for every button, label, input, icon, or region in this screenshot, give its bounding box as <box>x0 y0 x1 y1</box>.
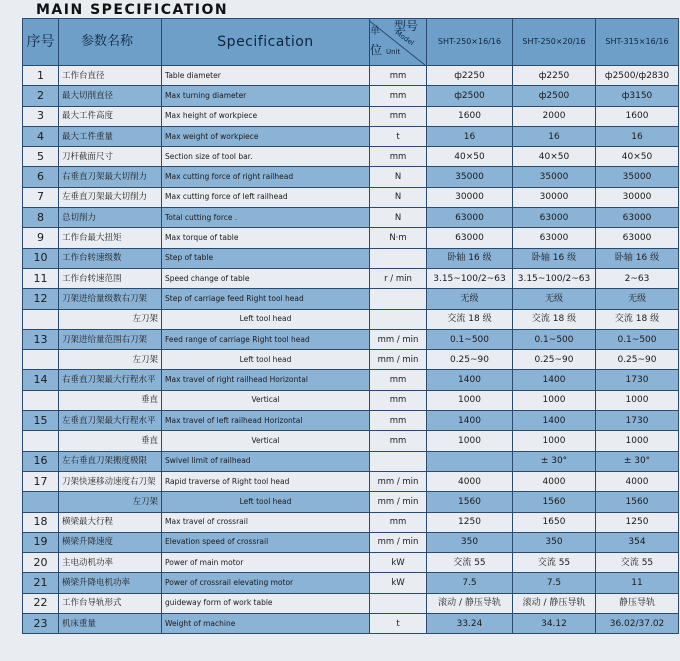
value-model-1: 1000 <box>427 431 513 451</box>
param-name-cn: 最大工件高度 <box>59 106 162 126</box>
param-name-cn: 工作台导轨形式 <box>59 593 162 613</box>
row-number <box>23 492 59 512</box>
header-model-cn: 型号 <box>393 19 418 33</box>
param-name-cn: 工作台直径 <box>59 66 162 86</box>
value-model-2: 34.12 <box>513 614 596 634</box>
param-name-en: Max travel of left railhead Horizontal <box>162 411 370 431</box>
value-model-1: 33.24 <box>427 614 513 634</box>
param-name-en: Power of crossrail elevating motor <box>162 573 370 593</box>
param-name-cn: 工作台转速范围 <box>59 268 162 288</box>
unit-cell <box>370 309 427 329</box>
value-model-1: 0.1~500 <box>427 329 513 349</box>
unit-cell <box>370 593 427 613</box>
value-model-1: 无级 <box>427 289 513 309</box>
param-name-en: Vertical <box>162 390 370 410</box>
param-name-en: Max turning diameter <box>162 86 370 106</box>
table-row <box>23 532 679 552</box>
value-model-2: 63000 <box>513 208 596 228</box>
value-model-2: ф2500 <box>513 86 596 106</box>
param-name-en: Total cutting force . <box>162 208 370 228</box>
value-model-2: 16 <box>513 126 596 146</box>
param-name-cn: 刀架进给量范围右刀架 <box>59 329 162 349</box>
value-model-2: 2000 <box>513 106 596 126</box>
value-model-2: 1400 <box>513 370 596 390</box>
table-row <box>23 126 679 146</box>
header-no: 序号 <box>23 19 59 66</box>
param-name-cn: 左刀架 <box>59 350 162 370</box>
param-name-en: Step of table <box>162 248 370 268</box>
value-model-2: 交流 55 <box>513 553 596 573</box>
param-name-cn: 刀架进给量级数右刀架 <box>59 289 162 309</box>
header-model-3: SHT-315×16/16 <box>596 19 679 66</box>
value-model-3: 36.02/37.02 <box>596 614 679 634</box>
value-model-3: 2~63 <box>596 268 679 288</box>
table-row <box>23 167 679 187</box>
value-model-3: 16 <box>596 126 679 146</box>
value-model-1: 1250 <box>427 512 513 532</box>
unit-cell: mm <box>370 512 427 532</box>
value-model-2: 3.15~100/2~63 <box>513 268 596 288</box>
unit-cell: kW <box>370 573 427 593</box>
param-name-cn: 工作台转速级数 <box>59 248 162 268</box>
value-model-2: 无级 <box>513 289 596 309</box>
param-name-cn: 横梁最大行程 <box>59 512 162 532</box>
value-model-1: 30000 <box>427 187 513 207</box>
row-number: 16 <box>23 451 59 471</box>
param-name-en: Section size of tool bar. <box>162 147 370 167</box>
value-model-2: 交流 18 级 <box>513 309 596 329</box>
param-name-cn: 左刀架 <box>59 309 162 329</box>
param-name-cn: 最大工件重量 <box>59 126 162 146</box>
table-row <box>23 268 679 288</box>
value-model-1: 1560 <box>427 492 513 512</box>
param-name-en: Rapid traverse of Right tool head <box>162 471 370 491</box>
row-number: 6 <box>23 167 59 187</box>
value-model-3: 0.25~90 <box>596 350 679 370</box>
unit-cell: N <box>370 167 427 187</box>
row-number <box>23 431 59 451</box>
header-model-1: SHT-250×16/16 <box>427 19 513 66</box>
row-number: 9 <box>23 228 59 248</box>
param-name-en: Vertical <box>162 431 370 451</box>
param-name-en: Power of main motor <box>162 553 370 573</box>
param-name-en: Elevation speed of crossrail <box>162 532 370 552</box>
param-name-cn: 总切削力 <box>59 208 162 228</box>
value-model-1: 7.5 <box>427 573 513 593</box>
unit-cell: mm <box>370 431 427 451</box>
value-model-2: 63000 <box>513 228 596 248</box>
unit-cell: mm <box>370 66 427 86</box>
header-row <box>23 19 679 66</box>
row-number: 13 <box>23 329 59 349</box>
header-unit-en: Unit <box>386 48 401 56</box>
param-name-en: Max travel of crossrail <box>162 512 370 532</box>
table-row <box>23 66 679 86</box>
value-model-2: 0.25~90 <box>513 350 596 370</box>
value-model-1: 35000 <box>427 167 513 187</box>
row-number <box>23 390 59 410</box>
value-model-2: 1000 <box>513 390 596 410</box>
unit-cell: mm / min <box>370 350 427 370</box>
value-model-1: 0.25~90 <box>427 350 513 370</box>
value-model-3: ф3150 <box>596 86 679 106</box>
param-name-cn: 横梁升降电机功率 <box>59 573 162 593</box>
value-model-3: 无级 <box>596 289 679 309</box>
table-subrow <box>23 390 679 410</box>
row-number: 17 <box>23 471 59 491</box>
value-model-3: 1250 <box>596 512 679 532</box>
param-name-en: guideway form of work table <box>162 593 370 613</box>
row-number: 7 <box>23 187 59 207</box>
value-model-2: 滚动 / 静压导轨 <box>513 593 596 613</box>
value-model-3: 1730 <box>596 411 679 431</box>
row-number: 23 <box>23 614 59 634</box>
value-model-2: 35000 <box>513 167 596 187</box>
unit-cell: mm <box>370 106 427 126</box>
unit-cell: mm <box>370 390 427 410</box>
value-model-3: 1000 <box>596 390 679 410</box>
table-row <box>23 187 679 207</box>
value-model-1: 交流 55 <box>427 553 513 573</box>
unit-cell: mm <box>370 411 427 431</box>
row-number: 15 <box>23 411 59 431</box>
value-model-1: 350 <box>427 532 513 552</box>
header-model-en: Model <box>393 28 416 48</box>
row-number: 14 <box>23 370 59 390</box>
header-unit-cn-2: 位 <box>370 43 383 57</box>
param-name-cn: 垂直 <box>59 390 162 410</box>
value-model-1: 63000 <box>427 228 513 248</box>
value-model-1: 1400 <box>427 370 513 390</box>
param-name-en: Step of carriage feed Right tool head <box>162 289 370 309</box>
param-name-cn: 最大切削直径 <box>59 86 162 106</box>
value-model-3: 交流 55 <box>596 553 679 573</box>
value-model-1 <box>427 451 513 471</box>
param-name-cn: 刀杆截面尺寸 <box>59 147 162 167</box>
value-model-3: 35000 <box>596 167 679 187</box>
row-number: 19 <box>23 532 59 552</box>
table-row <box>23 614 679 634</box>
value-model-3: 1600 <box>596 106 679 126</box>
row-number: 22 <box>23 593 59 613</box>
row-number: 18 <box>23 512 59 532</box>
spec-table <box>22 18 679 634</box>
table-subrow <box>23 350 679 370</box>
param-name-en: Max height of workpiece <box>162 106 370 126</box>
page-title: MAIN SPECIFICATION <box>36 2 229 18</box>
value-model-1: 1600 <box>427 106 513 126</box>
value-model-2: 40×50 <box>513 147 596 167</box>
row-number: 5 <box>23 147 59 167</box>
table-row <box>23 553 679 573</box>
param-name-cn: 主电动机功率 <box>59 553 162 573</box>
table-subrow <box>23 431 679 451</box>
unit-cell: N <box>370 208 427 228</box>
header-param: 参数名称 <box>59 19 162 66</box>
value-model-1: 1400 <box>427 411 513 431</box>
value-model-2: 7.5 <box>513 573 596 593</box>
param-name-cn: 刀架快速移动速度右刀架 <box>59 471 162 491</box>
value-model-3: 静压导轨 <box>596 593 679 613</box>
param-name-en: Left tool head <box>162 350 370 370</box>
value-model-1: 40×50 <box>427 147 513 167</box>
value-model-3: 1560 <box>596 492 679 512</box>
value-model-3: 354 <box>596 532 679 552</box>
value-model-3: ± 30° <box>596 451 679 471</box>
row-number: 2 <box>23 86 59 106</box>
value-model-3: 63000 <box>596 228 679 248</box>
value-model-3: 40×50 <box>596 147 679 167</box>
param-name-en: Table diameter <box>162 66 370 86</box>
value-model-2: ф2250 <box>513 66 596 86</box>
row-number: 3 <box>23 106 59 126</box>
table-row <box>23 370 679 390</box>
unit-cell: mm <box>370 86 427 106</box>
unit-cell: kW <box>370 553 427 573</box>
table-row <box>23 471 679 491</box>
param-name-en: Left tool head <box>162 492 370 512</box>
header-unit-cn-1: 单 <box>370 26 380 37</box>
value-model-2: 卧轴 16 级 <box>513 248 596 268</box>
row-number: 11 <box>23 268 59 288</box>
value-model-1: 4000 <box>427 471 513 491</box>
table-row <box>23 228 679 248</box>
unit-cell: r / min <box>370 268 427 288</box>
param-name-cn: 左刀架 <box>59 492 162 512</box>
param-name-cn: 横梁升降速度 <box>59 532 162 552</box>
param-name-cn: 左垂直刀架最大切削力 <box>59 187 162 207</box>
row-number: 1 <box>23 66 59 86</box>
value-model-2: 0.1~500 <box>513 329 596 349</box>
value-model-3: 4000 <box>596 471 679 491</box>
unit-cell: t <box>370 126 427 146</box>
table-row <box>23 208 679 228</box>
value-model-2: 1650 <box>513 512 596 532</box>
row-number: 12 <box>23 289 59 309</box>
value-model-3: 1730 <box>596 370 679 390</box>
header-spec: Specification <box>162 19 370 66</box>
unit-cell: t <box>370 614 427 634</box>
value-model-1: 63000 <box>427 208 513 228</box>
param-name-en: Max cutting force of right railhead <box>162 167 370 187</box>
table-row <box>23 573 679 593</box>
table-row <box>23 593 679 613</box>
unit-cell: mm <box>370 147 427 167</box>
value-model-3: 0.1~500 <box>596 329 679 349</box>
unit-cell: mm / min <box>370 532 427 552</box>
table-row <box>23 147 679 167</box>
param-name-en: Weight of machine <box>162 614 370 634</box>
param-name-cn: 右垂直刀架最大行程水平 <box>59 370 162 390</box>
value-model-1: 交流 18 级 <box>427 309 513 329</box>
value-model-2: 30000 <box>513 187 596 207</box>
unit-cell: mm <box>370 370 427 390</box>
value-model-2: ± 30° <box>513 451 596 471</box>
value-model-3: 11 <box>596 573 679 593</box>
table-row <box>23 329 679 349</box>
value-model-3: 30000 <box>596 187 679 207</box>
unit-cell <box>370 451 427 471</box>
unit-cell: mm / min <box>370 492 427 512</box>
row-number: 8 <box>23 208 59 228</box>
table-row <box>23 512 679 532</box>
value-model-3: ф2500/ф2830 <box>596 66 679 86</box>
table-row <box>23 289 679 309</box>
table-row <box>23 411 679 431</box>
value-model-3: 63000 <box>596 208 679 228</box>
param-name-en: Swivel limit of railhead <box>162 451 370 471</box>
param-name-cn: 机床重量 <box>59 614 162 634</box>
value-model-1: 16 <box>427 126 513 146</box>
param-name-cn: 左右垂直刀架搬度极限 <box>59 451 162 471</box>
param-name-en: Max torque of table <box>162 228 370 248</box>
unit-cell: N <box>370 187 427 207</box>
row-number: 21 <box>23 573 59 593</box>
table-subrow <box>23 309 679 329</box>
value-model-3: 1000 <box>596 431 679 451</box>
unit-cell: N·m <box>370 228 427 248</box>
value-model-1: 1000 <box>427 390 513 410</box>
value-model-2: 1560 <box>513 492 596 512</box>
value-model-1: ф2250 <box>427 66 513 86</box>
value-model-1: ф2500 <box>427 86 513 106</box>
header-unit-model <box>370 19 427 66</box>
row-number <box>23 350 59 370</box>
table-row <box>23 106 679 126</box>
value-model-2: 1400 <box>513 411 596 431</box>
row-number <box>23 309 59 329</box>
param-name-en: Max cutting force of left railhead <box>162 187 370 207</box>
row-number: 10 <box>23 248 59 268</box>
table-row <box>23 248 679 268</box>
header-model-2: SHT-250×20/16 <box>513 19 596 66</box>
param-name-cn: 左垂直刀架最大行程水平 <box>59 411 162 431</box>
value-model-2: 350 <box>513 532 596 552</box>
value-model-3: 交流 18 级 <box>596 309 679 329</box>
param-name-en: Max weight of workpiece <box>162 126 370 146</box>
value-model-3: 卧轴 16 级 <box>596 248 679 268</box>
table-row <box>23 86 679 106</box>
param-name-cn: 右垂直刀架最大切削力 <box>59 167 162 187</box>
table-subrow <box>23 492 679 512</box>
value-model-2: 1000 <box>513 431 596 451</box>
value-model-1: 3.15~100/2~63 <box>427 268 513 288</box>
row-number: 20 <box>23 553 59 573</box>
value-model-2: 4000 <box>513 471 596 491</box>
unit-cell: mm / min <box>370 329 427 349</box>
param-name-cn: 工作台最大扭矩 <box>59 228 162 248</box>
value-model-1: 卧轴 16 级 <box>427 248 513 268</box>
param-name-en: Left tool head <box>162 309 370 329</box>
param-name-en: Feed range of carriage Right tool head <box>162 329 370 349</box>
unit-cell <box>370 289 427 309</box>
table-row <box>23 451 679 471</box>
param-name-en: Speed change of table <box>162 268 370 288</box>
value-model-1: 滚动 / 静压导轨 <box>427 593 513 613</box>
unit-cell: mm / min <box>370 471 427 491</box>
param-name-en: Max travel of right railhead Horizontal <box>162 370 370 390</box>
row-number: 4 <box>23 126 59 146</box>
param-name-cn: 垂直 <box>59 431 162 451</box>
unit-cell <box>370 248 427 268</box>
